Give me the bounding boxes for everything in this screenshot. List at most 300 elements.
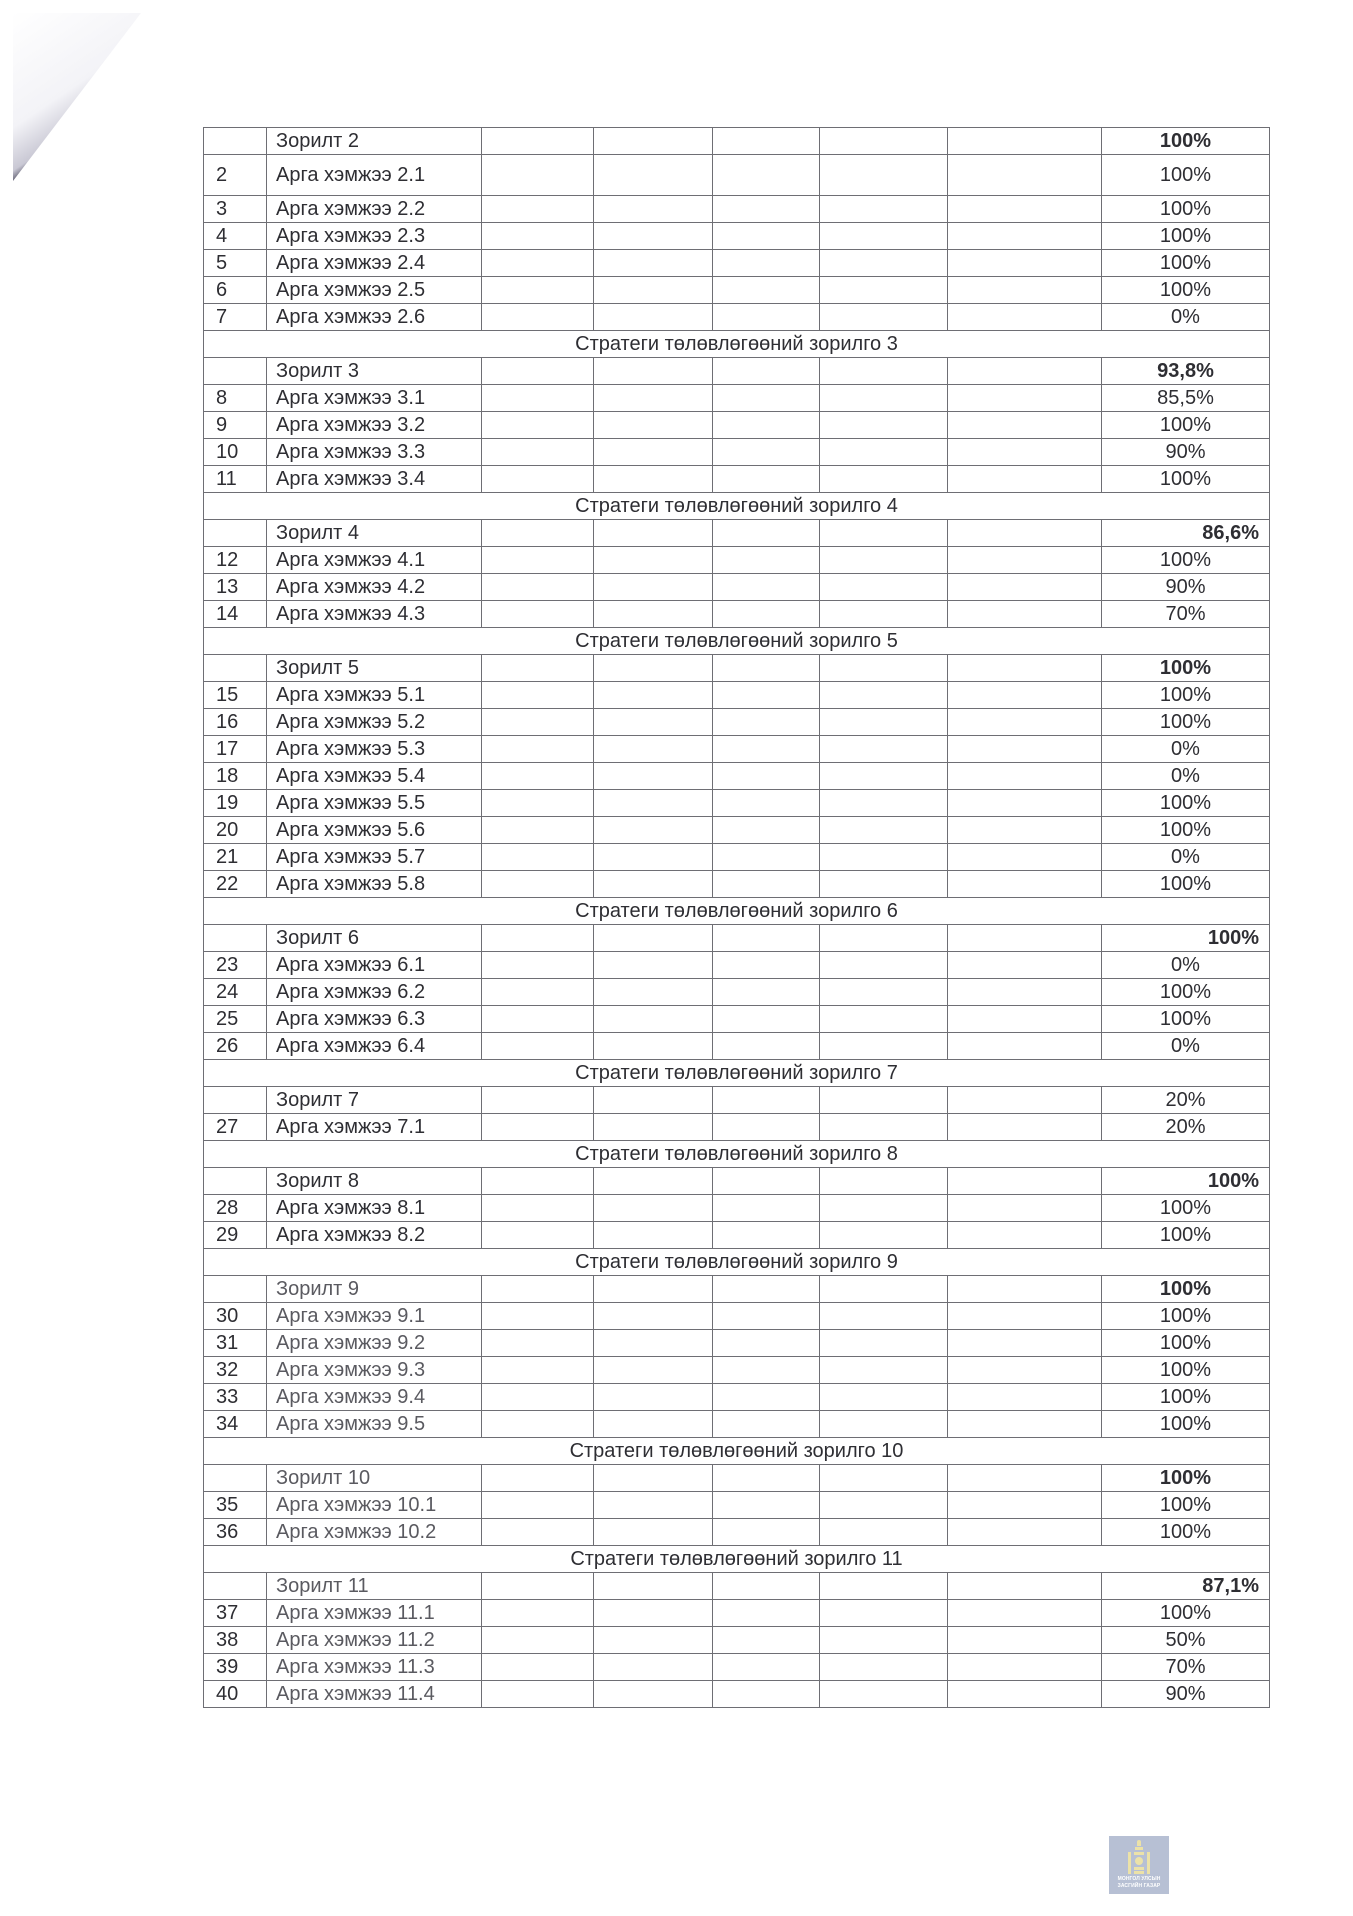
section-title: Стратеги төлөвлөгөөний зорилго 5: [204, 628, 1270, 655]
empty-cell: [948, 1357, 1102, 1384]
row-number: 40: [204, 1681, 267, 1708]
action-row: [204, 304, 1270, 331]
empty-cell: [713, 155, 820, 196]
action-completion-value: 100%: [1102, 1195, 1270, 1222]
action-label: Арга хэмжээ 10.2: [267, 1519, 482, 1546]
empty-cell: [482, 385, 594, 412]
empty-cell: [820, 439, 948, 466]
action-row: [204, 1492, 1270, 1519]
goal-label: Зорилт 6: [267, 925, 482, 952]
row-number: 30: [204, 1303, 267, 1330]
action-completion-value: 0%: [1102, 952, 1270, 979]
empty-cell: [820, 1222, 948, 1249]
action-row: [204, 439, 1270, 466]
empty-cell: [713, 223, 820, 250]
action-row: [204, 466, 1270, 493]
row-number: 26: [204, 1033, 267, 1060]
section-header-row: [204, 493, 1270, 520]
row-number: 19: [204, 790, 267, 817]
empty-cell: [948, 871, 1102, 898]
empty-cell: [482, 466, 594, 493]
action-row: [204, 196, 1270, 223]
empty-cell: [594, 1492, 713, 1519]
empty-cell: [820, 277, 948, 304]
empty-cell: [594, 1087, 713, 1114]
empty-cell: [482, 817, 594, 844]
empty-cell: [713, 1384, 820, 1411]
row-number: [204, 358, 267, 385]
empty-cell: [713, 1681, 820, 1708]
empty-cell: [594, 250, 713, 277]
action-row: [204, 1681, 1270, 1708]
empty-cell: [594, 155, 713, 196]
empty-cell: [713, 709, 820, 736]
empty-cell: [713, 547, 820, 574]
goal-label: Зорилт 8: [267, 1168, 482, 1195]
row-number: 4: [204, 223, 267, 250]
action-label: Арга хэмжээ 5.8: [267, 871, 482, 898]
row-number: 17: [204, 736, 267, 763]
empty-cell: [594, 1114, 713, 1141]
goal-row: [204, 925, 1270, 952]
empty-cell: [482, 1681, 594, 1708]
empty-cell: [948, 304, 1102, 331]
empty-cell: [713, 520, 820, 547]
empty-cell: [713, 1519, 820, 1546]
empty-cell: [713, 1222, 820, 1249]
empty-cell: [948, 601, 1102, 628]
empty-cell: [713, 925, 820, 952]
action-label: Арга хэмжээ 6.1: [267, 952, 482, 979]
section-title: Стратеги төлөвлөгөөний зорилго 3: [204, 331, 1270, 358]
goal-label: Зорилт 11: [267, 1573, 482, 1600]
empty-cell: [713, 1627, 820, 1654]
empty-cell: [594, 385, 713, 412]
action-label: Арга хэмжээ 4.3: [267, 601, 482, 628]
goal-completion-value: 100%: [1102, 655, 1270, 682]
empty-cell: [820, 1519, 948, 1546]
row-number: 22: [204, 871, 267, 898]
action-label: Арга хэмжээ 9.4: [267, 1384, 482, 1411]
empty-cell: [594, 1222, 713, 1249]
row-number: 20: [204, 817, 267, 844]
empty-cell: [482, 1006, 594, 1033]
empty-cell: [713, 1168, 820, 1195]
empty-cell: [482, 1519, 594, 1546]
action-row: [204, 223, 1270, 250]
empty-cell: [713, 952, 820, 979]
goal-label: Зорилт 2: [267, 128, 482, 155]
empty-cell: [482, 844, 594, 871]
empty-cell: [713, 385, 820, 412]
empty-cell: [482, 1573, 594, 1600]
goal-row: [204, 655, 1270, 682]
empty-cell: [482, 128, 594, 155]
empty-cell: [482, 196, 594, 223]
empty-cell: [482, 952, 594, 979]
empty-cell: [713, 1114, 820, 1141]
empty-cell: [482, 1330, 594, 1357]
empty-cell: [482, 1087, 594, 1114]
action-label: Арга хэмжээ 6.4: [267, 1033, 482, 1060]
section-title: Стратеги төлөвлөгөөний зорилго 8: [204, 1141, 1270, 1168]
page-curl-corner: [13, 13, 141, 181]
empty-cell: [713, 412, 820, 439]
empty-cell: [482, 1492, 594, 1519]
action-row: [204, 790, 1270, 817]
empty-cell: [482, 1276, 594, 1303]
action-row: [204, 1330, 1270, 1357]
action-row: [204, 979, 1270, 1006]
empty-cell: [820, 547, 948, 574]
empty-cell: [594, 1384, 713, 1411]
empty-cell: [713, 1330, 820, 1357]
action-completion-value: 100%: [1102, 871, 1270, 898]
empty-cell: [820, 709, 948, 736]
section-title: Стратеги төлөвлөгөөний зорилго 11: [204, 1546, 1270, 1573]
action-label: Арга хэмжээ 3.4: [267, 466, 482, 493]
empty-cell: [594, 520, 713, 547]
empty-cell: [948, 736, 1102, 763]
action-row: [204, 1627, 1270, 1654]
empty-cell: [482, 250, 594, 277]
empty-cell: [713, 466, 820, 493]
empty-cell: [594, 1654, 713, 1681]
goal-row: [204, 1465, 1270, 1492]
row-number: [204, 1465, 267, 1492]
action-completion-value: 100%: [1102, 1492, 1270, 1519]
empty-cell: [482, 1114, 594, 1141]
action-row: [204, 1222, 1270, 1249]
goal-completion-value: 20%: [1102, 1087, 1270, 1114]
empty-cell: [948, 1222, 1102, 1249]
empty-cell: [948, 1276, 1102, 1303]
empty-cell: [482, 655, 594, 682]
empty-cell: [713, 1654, 820, 1681]
empty-cell: [482, 1168, 594, 1195]
section-header-row: [204, 628, 1270, 655]
action-row: [204, 1519, 1270, 1546]
action-completion-value: 100%: [1102, 1222, 1270, 1249]
empty-cell: [948, 223, 1102, 250]
action-row: [204, 844, 1270, 871]
row-number: 14: [204, 601, 267, 628]
empty-cell: [594, 1330, 713, 1357]
goal-row: [204, 1573, 1270, 1600]
action-completion-value: 100%: [1102, 682, 1270, 709]
action-completion-value: 100%: [1102, 412, 1270, 439]
action-row: [204, 952, 1270, 979]
empty-cell: [948, 1168, 1102, 1195]
action-row: [204, 871, 1270, 898]
action-label: Арга хэмжээ 5.7: [267, 844, 482, 871]
action-row: [204, 1006, 1270, 1033]
empty-cell: [713, 1033, 820, 1060]
empty-cell: [948, 1195, 1102, 1222]
empty-cell: [482, 1600, 594, 1627]
empty-cell: [594, 196, 713, 223]
row-number: 18: [204, 763, 267, 790]
action-label: Арга хэмжээ 2.6: [267, 304, 482, 331]
soyombo-emblem-icon: [1128, 1840, 1150, 1876]
empty-cell: [482, 736, 594, 763]
action-completion-value: 100%: [1102, 1303, 1270, 1330]
empty-cell: [820, 790, 948, 817]
action-completion-value: 70%: [1102, 1654, 1270, 1681]
empty-cell: [948, 1087, 1102, 1114]
empty-cell: [820, 466, 948, 493]
goal-row: [204, 358, 1270, 385]
goal-completion-value: 100%: [1102, 1168, 1270, 1195]
empty-cell: [948, 1006, 1102, 1033]
empty-cell: [820, 1114, 948, 1141]
empty-cell: [482, 520, 594, 547]
goal-completion-value: 100%: [1102, 1276, 1270, 1303]
empty-cell: [820, 1357, 948, 1384]
empty-cell: [820, 871, 948, 898]
empty-cell: [820, 1276, 948, 1303]
empty-cell: [820, 385, 948, 412]
action-completion-value: 100%: [1102, 223, 1270, 250]
empty-cell: [713, 817, 820, 844]
empty-cell: [594, 709, 713, 736]
empty-cell: [594, 1573, 713, 1600]
action-completion-value: 85,5%: [1102, 385, 1270, 412]
empty-cell: [594, 763, 713, 790]
empty-cell: [594, 601, 713, 628]
row-number: [204, 1573, 267, 1600]
empty-cell: [482, 601, 594, 628]
row-number: 6: [204, 277, 267, 304]
empty-cell: [820, 736, 948, 763]
empty-cell: [713, 682, 820, 709]
action-row: [204, 736, 1270, 763]
empty-cell: [820, 1087, 948, 1114]
empty-cell: [948, 1519, 1102, 1546]
empty-cell: [482, 547, 594, 574]
row-number: [204, 1168, 267, 1195]
empty-cell: [820, 763, 948, 790]
row-number: 11: [204, 466, 267, 493]
action-completion-value: 100%: [1102, 790, 1270, 817]
empty-cell: [482, 1357, 594, 1384]
empty-cell: [713, 979, 820, 1006]
empty-cell: [820, 1195, 948, 1222]
goal-completion-value: 100%: [1102, 128, 1270, 155]
empty-cell: [948, 709, 1102, 736]
row-number: 16: [204, 709, 267, 736]
government-stamp-logo: [1109, 1836, 1169, 1894]
empty-cell: [713, 871, 820, 898]
action-row: [204, 277, 1270, 304]
empty-cell: [948, 682, 1102, 709]
row-number: 37: [204, 1600, 267, 1627]
row-number: 7: [204, 304, 267, 331]
empty-cell: [594, 979, 713, 1006]
action-row: [204, 1114, 1270, 1141]
action-row: [204, 1303, 1270, 1330]
evaluation-table-page: [203, 127, 1269, 1708]
row-number: 3: [204, 196, 267, 223]
action-label: Арга хэмжээ 3.2: [267, 412, 482, 439]
empty-cell: [713, 1492, 820, 1519]
row-number: 23: [204, 952, 267, 979]
action-completion-value: 100%: [1102, 1384, 1270, 1411]
empty-cell: [948, 1627, 1102, 1654]
empty-cell: [594, 466, 713, 493]
empty-cell: [594, 1519, 713, 1546]
empty-cell: [482, 1654, 594, 1681]
action-row: [204, 709, 1270, 736]
empty-cell: [482, 1627, 594, 1654]
action-label: Арга хэмжээ 5.3: [267, 736, 482, 763]
empty-cell: [713, 439, 820, 466]
empty-cell: [820, 1573, 948, 1600]
empty-cell: [948, 574, 1102, 601]
empty-cell: [713, 790, 820, 817]
empty-cell: [482, 1033, 594, 1060]
row-number: 12: [204, 547, 267, 574]
section-header-row: [204, 1438, 1270, 1465]
row-number: 33: [204, 1384, 267, 1411]
empty-cell: [948, 844, 1102, 871]
action-label: Арга хэмжээ 3.3: [267, 439, 482, 466]
section-title: Стратеги төлөвлөгөөний зорилго 10: [204, 1438, 1270, 1465]
empty-cell: [948, 1600, 1102, 1627]
action-row: [204, 763, 1270, 790]
empty-cell: [594, 817, 713, 844]
action-label: Арга хэмжээ 8.2: [267, 1222, 482, 1249]
empty-cell: [713, 358, 820, 385]
empty-cell: [482, 412, 594, 439]
empty-cell: [594, 574, 713, 601]
section-title: Стратеги төлөвлөгөөний зорилго 7: [204, 1060, 1270, 1087]
section-header-row: [204, 1546, 1270, 1573]
empty-cell: [948, 1384, 1102, 1411]
action-label: Арга хэмжээ 9.3: [267, 1357, 482, 1384]
empty-cell: [482, 1222, 594, 1249]
empty-cell: [948, 439, 1102, 466]
empty-cell: [482, 1465, 594, 1492]
empty-cell: [594, 682, 713, 709]
empty-cell: [713, 574, 820, 601]
action-label: Арга хэмжээ 2.3: [267, 223, 482, 250]
empty-cell: [820, 844, 948, 871]
empty-cell: [713, 304, 820, 331]
empty-cell: [594, 844, 713, 871]
goal-label: Зорилт 9: [267, 1276, 482, 1303]
action-row: [204, 682, 1270, 709]
empty-cell: [820, 1303, 948, 1330]
action-label: Арга хэмжээ 4.1: [267, 547, 482, 574]
empty-cell: [713, 655, 820, 682]
action-row: [204, 1654, 1270, 1681]
empty-cell: [820, 655, 948, 682]
action-label: Арга хэмжээ 6.3: [267, 1006, 482, 1033]
action-row: [204, 385, 1270, 412]
empty-cell: [820, 223, 948, 250]
goal-label: Зорилт 10: [267, 1465, 482, 1492]
empty-cell: [948, 1303, 1102, 1330]
empty-cell: [820, 520, 948, 547]
empty-cell: [482, 1411, 594, 1438]
empty-cell: [594, 358, 713, 385]
row-number: 31: [204, 1330, 267, 1357]
empty-cell: [820, 1006, 948, 1033]
empty-cell: [820, 1411, 948, 1438]
action-label: Арга хэмжээ 2.5: [267, 277, 482, 304]
empty-cell: [948, 1411, 1102, 1438]
empty-cell: [713, 1006, 820, 1033]
action-completion-value: 100%: [1102, 709, 1270, 736]
empty-cell: [594, 1006, 713, 1033]
empty-cell: [482, 709, 594, 736]
empty-cell: [594, 1195, 713, 1222]
action-completion-value: 0%: [1102, 763, 1270, 790]
empty-cell: [820, 128, 948, 155]
empty-cell: [948, 412, 1102, 439]
row-number: 2: [204, 155, 267, 196]
goal-row: [204, 1168, 1270, 1195]
empty-cell: [594, 952, 713, 979]
action-label: Арга хэмжээ 5.6: [267, 817, 482, 844]
empty-cell: [594, 925, 713, 952]
evaluation-table: [203, 127, 1270, 1708]
row-number: 29: [204, 1222, 267, 1249]
empty-cell: [713, 250, 820, 277]
empty-cell: [482, 763, 594, 790]
empty-cell: [594, 1627, 713, 1654]
empty-cell: [948, 790, 1102, 817]
empty-cell: [482, 574, 594, 601]
row-number: 9: [204, 412, 267, 439]
action-completion-value: 0%: [1102, 844, 1270, 871]
action-label: Арга хэмжээ 6.2: [267, 979, 482, 1006]
empty-cell: [482, 979, 594, 1006]
empty-cell: [482, 155, 594, 196]
empty-cell: [948, 1033, 1102, 1060]
action-row: [204, 817, 1270, 844]
action-row: [204, 412, 1270, 439]
action-row: [204, 1033, 1270, 1060]
action-completion-value: 100%: [1102, 196, 1270, 223]
goal-row: [204, 128, 1270, 155]
action-completion-value: 100%: [1102, 1411, 1270, 1438]
empty-cell: [948, 655, 1102, 682]
goal-completion-value: 100%: [1102, 925, 1270, 952]
empty-cell: [713, 1411, 820, 1438]
action-label: Арга хэмжээ 7.1: [267, 1114, 482, 1141]
row-number: 10: [204, 439, 267, 466]
row-number: [204, 655, 267, 682]
empty-cell: [820, 1492, 948, 1519]
empty-cell: [594, 736, 713, 763]
empty-cell: [713, 1087, 820, 1114]
empty-cell: [948, 547, 1102, 574]
action-label: Арга хэмжээ 11.3: [267, 1654, 482, 1681]
action-completion-value: 50%: [1102, 1627, 1270, 1654]
empty-cell: [594, 223, 713, 250]
empty-cell: [713, 1357, 820, 1384]
row-number: 25: [204, 1006, 267, 1033]
empty-cell: [594, 1465, 713, 1492]
empty-cell: [948, 952, 1102, 979]
empty-cell: [594, 304, 713, 331]
action-completion-value: 90%: [1102, 1681, 1270, 1708]
empty-cell: [820, 1330, 948, 1357]
empty-cell: [948, 1330, 1102, 1357]
empty-cell: [594, 1411, 713, 1438]
